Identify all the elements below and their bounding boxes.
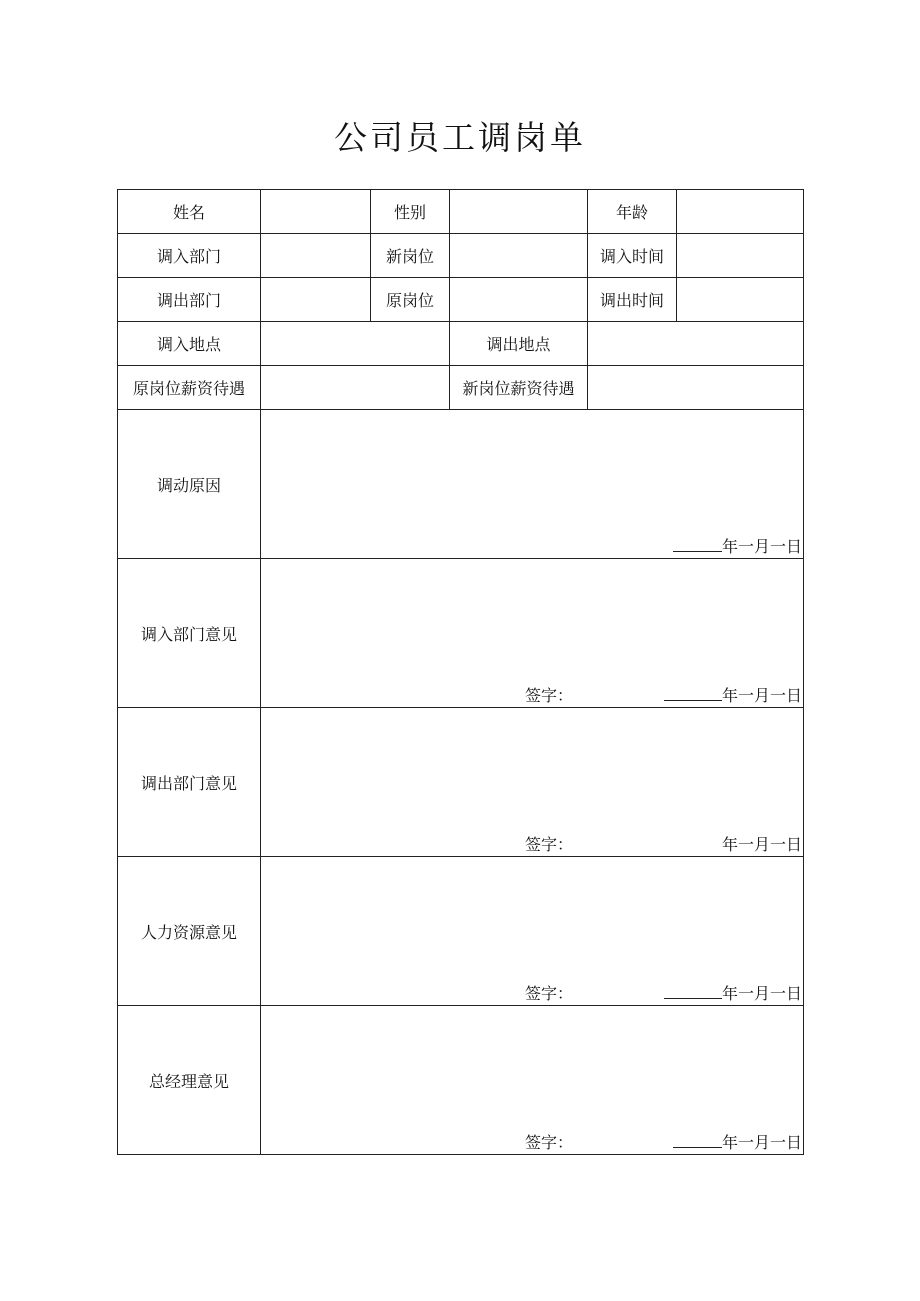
document-title: 公司员工调岗单 [334,118,586,157]
old-salary-label: 原岗位薪资待遇 [118,366,261,410]
form-row-hr-opinion [118,857,804,1006]
reason-field[interactable] [261,410,804,559]
new-salary-field[interactable] [588,366,804,410]
hr-opinion-date: 年一月一日 [664,981,802,1004]
in-dept-field[interactable] [261,234,371,278]
out-time-label: 调出时间 [588,278,677,322]
out-dept-opinion-label: 调出部门意见 [118,708,261,857]
date-blank-line [664,983,722,999]
date-blank-line [673,536,722,552]
gm-opinion-label: 总经理意见 [118,1006,261,1155]
form-row-in-dept-opinion [118,559,804,708]
out-dept-opinion-date: 年一月一日 [721,835,802,854]
gender-field[interactable] [450,190,588,234]
transfer-form-table [117,189,804,1155]
name-field[interactable] [261,190,371,234]
in-dept-opinion-field[interactable] [261,559,804,708]
old-post-label: 原岗位 [371,278,450,322]
form-row-reason [118,410,804,559]
date-blank-line [664,685,722,701]
new-post-field[interactable] [450,234,588,278]
age-field[interactable] [677,190,804,234]
in-time-label: 调入时间 [588,234,677,278]
hr-opinion-label: 人力资源意见 [118,857,261,1006]
form-row-gm-opinion [118,1006,804,1155]
form-row-out-dept-opinion [118,708,804,857]
form-row-basic-info [118,190,804,234]
in-dept-opinion-date: 年一月一日 [664,683,802,706]
form-row-transfer-in [118,234,804,278]
in-time-field[interactable] [677,234,804,278]
out-dept-field[interactable] [261,278,371,322]
out-dept-opinion-field[interactable] [261,708,804,857]
out-place-field[interactable] [588,322,804,366]
old-salary-field[interactable] [261,366,450,410]
gm-opinion-field[interactable] [261,1006,804,1155]
hr-sign-label: 签字： [524,984,573,1003]
out-place-label: 调出地点 [450,322,588,366]
out-dept-label: 调出部门 [118,278,261,322]
out-dept-sign-label: 签字： [524,835,573,854]
gm-sign-label: 签字： [524,1133,573,1152]
hr-opinion-field[interactable] [261,857,804,1006]
name-label: 姓名 [118,190,261,234]
reason-label: 调动原因 [118,410,261,559]
age-label: 年龄 [588,190,677,234]
form-row-location [118,322,804,366]
out-time-field[interactable] [677,278,804,322]
date-blank-line [673,1132,722,1148]
old-post-field[interactable] [450,278,588,322]
in-place-field[interactable] [261,322,450,366]
in-dept-label: 调入部门 [118,234,261,278]
form-row-salary [118,366,804,410]
in-place-label: 调入地点 [118,322,261,366]
new-salary-label: 新岗位薪资待遇 [450,366,588,410]
reason-date: 年一月一日 [673,534,802,557]
new-post-label: 新岗位 [371,234,450,278]
in-dept-opinion-label: 调入部门意见 [118,559,261,708]
gm-opinion-date: 年一月一日 [673,1130,802,1153]
gender-label: 性别 [371,190,450,234]
form-row-transfer-out [118,278,804,322]
in-dept-sign-label: 签字： [524,686,573,705]
